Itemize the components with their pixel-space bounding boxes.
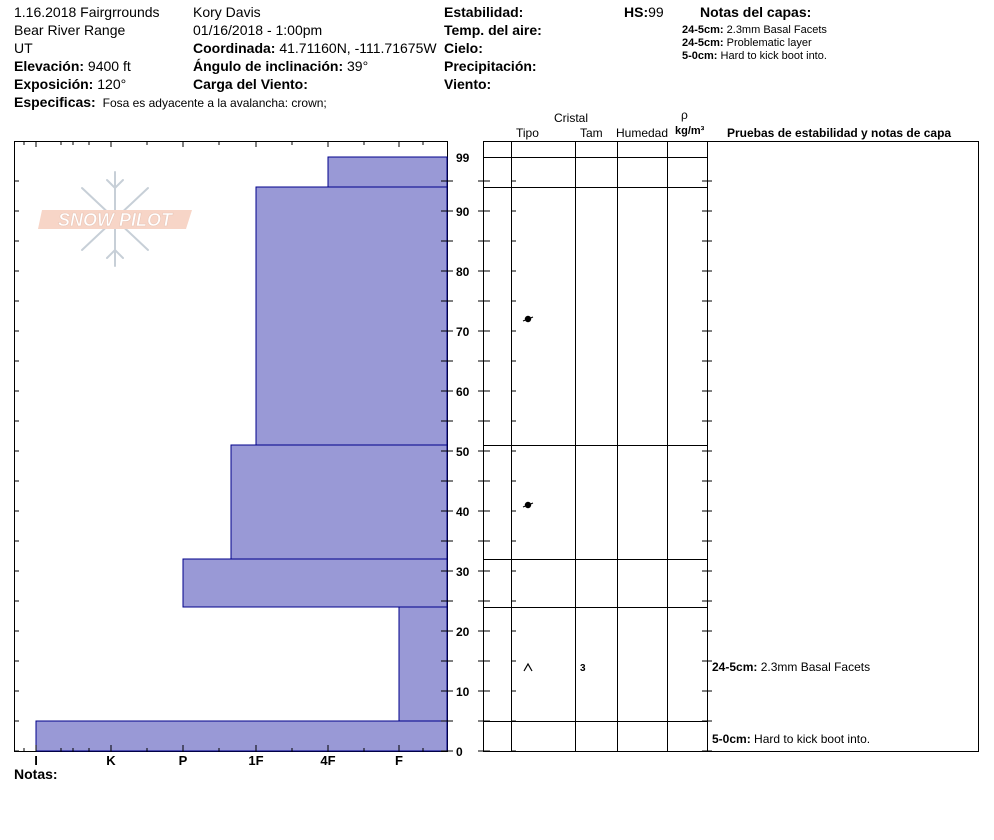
depth-tick-label: 20	[456, 625, 470, 639]
grain-symbols	[523, 316, 586, 674]
hs-value: 99	[648, 4, 664, 20]
layer-note-range: 24-5cm:	[682, 37, 724, 49]
hardness-tick-label: P	[178, 753, 188, 768]
hs-label: HS:	[624, 4, 649, 20]
layer-comment-text: 2.3mm Basal Facets	[760, 660, 871, 674]
logo-text: SNOW PILOT	[58, 210, 172, 230]
cristal-header: Cristal	[554, 111, 589, 125]
depth-tick-label: 90	[456, 205, 470, 219]
layer-notes-title: Notas del capas:	[700, 4, 812, 20]
sky-label: Cielo:	[444, 40, 483, 56]
depth-tick-label: 70	[456, 325, 470, 339]
hardness-layer-bar	[328, 157, 447, 187]
hardness-tick-label: 4F	[320, 753, 336, 768]
depth-tick-label: 60	[456, 385, 470, 399]
elevation-value: 9400 ft	[87, 58, 131, 74]
range-name: Bear River Range	[14, 22, 126, 38]
specifics-label: Especificas:	[14, 94, 96, 110]
layer-note-range: 5-0cm:	[682, 50, 718, 62]
layer-note-range: 24-5cm:	[682, 24, 724, 36]
layer-comment-text: Hard to kick boot into.	[754, 732, 871, 746]
layer-note-text: Hard to kick boot into.	[720, 50, 827, 62]
layer-comment	[712, 732, 870, 746]
slope-value: 39°	[347, 58, 369, 74]
hardness-tick-label: 1F	[248, 753, 264, 768]
depth-tick-label: 50	[456, 445, 470, 459]
depth-tick-label: 99	[456, 151, 470, 165]
notes-label: Notas:	[14, 766, 58, 782]
depth-tick-label: 40	[456, 505, 470, 519]
exposure-label: Exposición:	[14, 76, 94, 92]
table-column-lines	[512, 141, 708, 752]
hardness-layer-bar	[256, 187, 447, 445]
grain-size-label: 3	[580, 663, 586, 674]
coordinate-value: 41.71160N, -111.71675W	[279, 40, 437, 56]
layer-note-text: Problematic layer	[726, 37, 812, 49]
depth-tick-label: 10	[456, 685, 470, 699]
depth-tick-label: 80	[456, 265, 470, 279]
layer-comment	[712, 660, 870, 674]
hardness-tick-label: K	[106, 753, 116, 768]
depth-tick-label: 0	[456, 745, 463, 759]
layer-comment-range: 24-5cm:	[712, 660, 761, 674]
depth-tick-label: 30	[456, 565, 470, 579]
hardness-layers	[36, 157, 447, 751]
coordinate-label: Coordinada:	[193, 40, 276, 56]
hardness-tick-label: F	[395, 753, 403, 768]
exposure-value: 120°	[97, 76, 127, 92]
table-layer-rows	[483, 158, 708, 722]
hardness-layer-bar	[231, 445, 447, 559]
density-unit-header: kg/m³	[675, 125, 705, 137]
air-temp-label: Temp. del aire:	[444, 22, 542, 38]
layer-comments	[712, 660, 870, 746]
tipo-header: Tipo	[516, 126, 539, 140]
hardness-layer-bar	[399, 607, 447, 721]
tam-header: Tam	[580, 126, 603, 140]
slope-label: Ángulo de inclinación:	[193, 58, 344, 74]
hardness-tick-label: I	[34, 753, 38, 768]
layer-comment-range: 5-0cm:	[712, 732, 755, 746]
rho-header: ρ	[681, 108, 688, 122]
hardness-layer-bar	[183, 559, 447, 607]
wind-label: Viento:	[444, 76, 492, 92]
observer-name: Kory Davis	[193, 4, 261, 20]
obs-datetime: 01/16/2018 - 1:00pm	[193, 22, 323, 38]
specifics-value: Fosa es adyacente a la avalancha: crown;	[102, 96, 327, 110]
snowpilot-logo	[38, 172, 192, 266]
facets-icon	[524, 664, 532, 671]
stability-label: Estabilidad:	[444, 4, 524, 20]
humedad-header: Humedad	[616, 126, 669, 140]
layer-note-text: 2.3mm Basal Facets	[726, 24, 827, 36]
hardness-layer-bar	[36, 721, 447, 751]
state-name: UT	[14, 40, 33, 56]
tests-header: Pruebas de estabilidad y notas de capa	[727, 126, 952, 140]
wind-load-label: Carga del Viento:	[193, 76, 308, 92]
elevation-label: Elevación:	[14, 58, 85, 74]
site-title: 1.16.2018 Fairgrrounds	[14, 4, 160, 20]
precip-label: Precipitación:	[444, 58, 537, 74]
